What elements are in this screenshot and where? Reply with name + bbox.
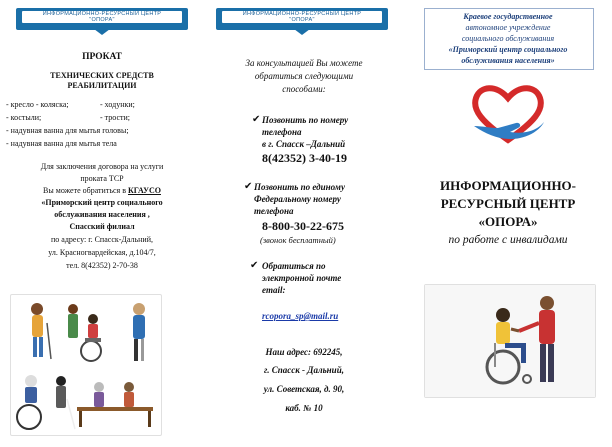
left-panel — [0, 0, 204, 447]
contract-line2: проката ТСР — [80, 174, 124, 183]
center-title3: «ОПОРА» — [478, 214, 538, 229]
heart-hand-logo — [468, 82, 548, 148]
center-title2: РЕСУРСНЫЙ ЦЕНТР — [440, 196, 576, 211]
rental-subtitle1: ТЕХНИЧЕСКИХ СРЕДСТВ — [50, 71, 154, 80]
banner-line2: "ОПОРА" — [89, 17, 115, 23]
check-icon: ✔ — [250, 260, 259, 271]
option1-phone: 8(42352) 3-40-19 — [262, 151, 347, 165]
org-line3: социального обслуживания — [461, 34, 555, 43]
option2-note: (звонок бесплатный) — [260, 235, 336, 245]
contract-line3-text: Вы можете обратиться в — [43, 186, 126, 195]
center-title1: ИНФОРМАЦИОННО- — [439, 178, 576, 193]
address-line1: Наш адрес: 692245, — [265, 347, 343, 357]
address-line4: каб. № 10 — [285, 403, 323, 413]
banner-middle — [216, 8, 388, 30]
rental-subtitle2: РЕАБИЛИТАЦИИ — [67, 81, 137, 90]
org-abbrev: КГАУСО — [127, 186, 161, 195]
option2-line2: Федеральному номеру — [254, 194, 341, 204]
org-line3: Спасский филиал — [69, 222, 135, 231]
item-head-bath: - надувная ванна для мытья головы; — [6, 126, 129, 135]
item-body-bath: - надувная ванна для мытья тела — [6, 139, 117, 148]
email-link[interactable]: rcopora_sp@mail.ru — [262, 311, 339, 321]
org-line1: «Приморский центр социального — [41, 198, 163, 207]
address-line2: ул. Красногвардейская, д.104/7, — [48, 248, 156, 257]
option1-line2: телефона — [262, 127, 302, 137]
consult-intro2: обратиться следующими — [254, 71, 354, 81]
option1-line1: Позвонить по номеру — [262, 115, 349, 125]
option2-line3: телефона — [254, 206, 294, 216]
option2-line1: Позвонить по единому — [254, 182, 345, 192]
address-line1: по адресу: г. Спасск-Дальний, — [51, 235, 153, 244]
banner-line1: ИНФОРМАЦИОННО-РЕСУРСНЫЙ ЦЕНТР — [42, 11, 162, 17]
option2-phone: 8-800-30-22-675 — [262, 219, 344, 233]
org-line4: «Приморский центр социального — [448, 45, 568, 54]
center-subtitle: по работе с инвалидами — [448, 234, 568, 246]
check-icon: ✔ — [244, 181, 253, 192]
wheelchair-helper-svg — [425, 285, 595, 397]
contract-line3 — [0, 186, 204, 195]
item-wheelchair: - кресло - коляска; — [6, 100, 69, 109]
consult-intro1: За консультацией Вы можете — [245, 58, 363, 68]
item-crutches: - костыли; — [6, 113, 42, 122]
banner-line2: "ОПОРА" — [289, 17, 315, 23]
consult-intro3: способами: — [282, 84, 326, 94]
wheelchair-helper-illustration — [424, 284, 596, 398]
banner-line1: ИНФОРМАЦИОННО-РЕСУРСНЫЙ ЦЕНТР — [242, 11, 362, 17]
middle-panel — [204, 0, 404, 447]
right-panel — [404, 0, 612, 447]
item-canes: - трости; — [100, 113, 131, 122]
people-illustration-svg — [11, 295, 161, 435]
address-line3: ул. Советская, д. 90, — [263, 384, 345, 394]
rental-title: ПРОКАТ — [82, 52, 122, 62]
contract-line1: Для заключения договора на услуги — [40, 162, 164, 171]
phone-line: тел. 8(42352) 2-70-38 — [66, 261, 138, 270]
option3-line2: электронной почте — [262, 273, 342, 283]
org-line2: обслуживания населения , — [54, 210, 150, 219]
option3-line1: Обратиться по — [262, 261, 326, 271]
org-line1: Краевое государственное — [463, 12, 553, 21]
check-icon: ✔ — [252, 114, 261, 125]
org-line5: обслуживания населения» — [461, 56, 555, 65]
address-line2: г. Спасск - Дальний, — [264, 365, 344, 375]
org-line2: автономное учреждение — [465, 23, 551, 32]
option1-line3: в г. Спасск –Дальний — [262, 139, 346, 149]
people-illustration — [10, 294, 162, 436]
banner-left — [16, 8, 188, 30]
item-walker: - ходунки; — [100, 100, 135, 109]
option3-line3: email: — [262, 285, 286, 295]
